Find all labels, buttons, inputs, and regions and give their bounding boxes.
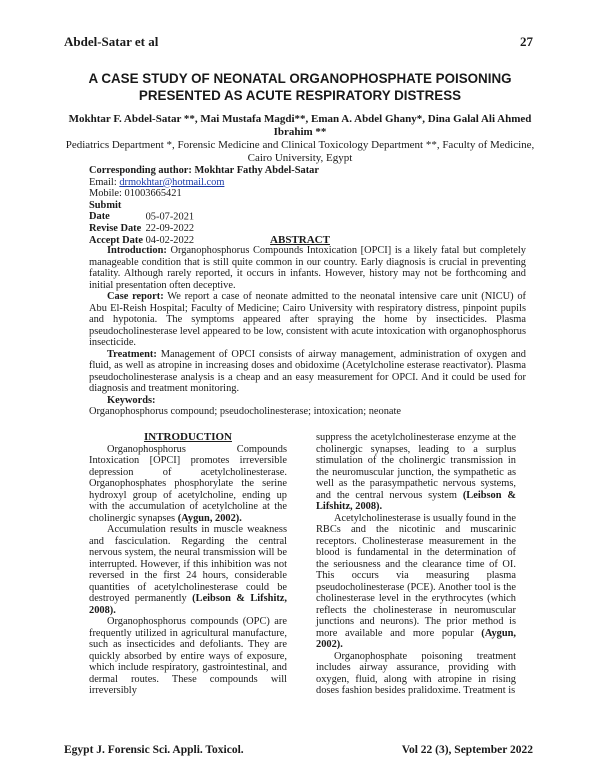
abstract-case-report — [89, 291, 526, 349]
keywords-label: Keywords: — [107, 394, 156, 406]
citation: (Leibson & Lifshitz, 2008). — [89, 593, 287, 616]
email-label: Email: — [89, 176, 120, 188]
paper-title: A CASE STUDY OF NEONATAL ORGANOPHOSPHATE POISONING PRESENTED AS ACUTE RESPIRATORY DISTRESS — [88, 71, 512, 103]
running-head: Abdel-Satar et al — [64, 34, 159, 49]
submit-date-row — [89, 200, 319, 223]
introduction-text: Organophosphorus Compounds Intoxication [OPCI] is a likely fatal but completely manageable condition that is still quite common in our country. Early diagnosis is crucial in preventing fatality. Although rarely reported, it occurs in infants. However, history may not be forthcoming and initial presentation often deceptive. — [89, 245, 526, 291]
journal-name: Egypt J. Forensic Sci. Appli. Toxicol. — [64, 744, 244, 756]
keywords-list: Organophosphorus compound; pseudocholinesterase; intoxication; neonate — [89, 406, 402, 417]
treatment-text: Management of OPCI consists of airway management, administration of oxygen and fluid, as well as atropine in increasing doses and obidoxime (Acetylcholine esterase reactivator). Plasma pseudocholinesterase analysis is a cheap and an easy measurement for OPCI. And it could be used for diagnosis and treatment monitoring. — [89, 348, 526, 394]
body-paragraph: Organophosphate poisoning treatment includes airway assurance, providing with oxygen, fluid, along with atropine in rising doses fashion besides pralidoxime. Treatment is — [316, 650, 516, 696]
volume-issue: Vol 22 (3), September 2022 — [401, 744, 533, 756]
body-paragraph: Organophosphorus Compounds Intoxication [OPCI] promotes irreversible depression of acetylcholinesterase. Organophosphates phosphorylate the serine hydroxyl group of acetylcholine, ending up with the accumulation of acetylcholine at the cholinergic synapses (Aygun, 2002). — [89, 443, 287, 524]
abstract-body — [89, 245, 526, 418]
corresponding-author: Corresponding author: Mokhtar Fathy Abdel-Satar — [89, 165, 319, 176]
submit-date-value: 05-07-2021 — [145, 211, 195, 223]
citation: (Aygun, 2002). — [316, 627, 516, 650]
body-paragraph: Organophosphorus compounds (OPC) are frequently utilized in agricultural manufacture, such as insecticides and defoliants. They are quickly absorbed by entire ways of exposure, which include respiratory, gastrointestinal, and dermal routes. These compounds will irreversibly — [89, 616, 287, 696]
treatment-label: Treatment: — [107, 348, 157, 360]
abstract-heading: ABSTRACT — [270, 234, 330, 246]
case-report-label: Case report: — [107, 291, 164, 302]
affiliations: Pediatrics Department *, Forensic Medicine and Clinical Toxicology Department **, Faculty of Medicine, Cairo University, Egypt — [65, 139, 535, 164]
case-report-text: We report a case of neonate admitted to the neonatal intensive care unit (NICU) of Abu El-Reish Hospital; Faculty of Medicine; Cairo University with respiratory distress, pinpoint pupils and hypotonia. The symptoms appeared after spraying the home by insecticides. Plasma pseudocholinesterase level appeared to be low, consistent with acute intoxication with organophosphorus insecticide. — [89, 291, 527, 348]
body-paragraph: Acetylcholinesterase is usually found in the RBCs and the nicotinic and muscarinic receptors. Cholinesterase measurement in the blood is fundamental in the determination of the seriousness and the clearance time of OI. This occurs via measuring plasma pseudocholinesterase (PCE). Another tool is the cholinesterase level in the erythrocytes (which reflects the cholinesterase in neuromuscular junctions and neurons). The prior method is more available and more popular (Aygun, 2002). — [316, 512, 516, 650]
accept-date-value: 04-02-2022 — [145, 234, 195, 246]
abstract-introduction — [89, 245, 526, 291]
email-line — [89, 177, 319, 189]
body-column-left — [89, 432, 287, 697]
mobile-line: Mobile: 01003665421 — [89, 188, 182, 200]
abstract-treatment — [89, 349, 526, 395]
body-paragraph: suppress the acetylcholinesterase enzyme at the cholinergic synapses, leading to a surplus stimulation of the cholinergic transmission in the neuromuscular junction, the sympathetic as well as the parasympathetic nervous systems, and the central nervous system (Leibson & Lifshitz, 2008). — [316, 432, 516, 512]
page-number: 27 — [520, 34, 533, 49]
introduction-heading: INTRODUCTION — [143, 431, 232, 443]
body-column-right — [316, 432, 516, 697]
revise-date-row — [89, 223, 319, 235]
citation: (Aygun, 2002). — [177, 512, 242, 524]
introduction-label: Introduction: — [107, 245, 167, 256]
citation: (Leibson & Lifshitz, 2008). — [316, 489, 516, 512]
author-list: Mokhtar F. Abdel-Satar **, Mai Mustafa Magdi**, Eman A. Abdel Ghany*, Dina Galal Ali Ahmed Ibrahim ** — [68, 113, 532, 138]
email-link[interactable]: drmokhtar@hotmail.com — [119, 176, 225, 188]
revise-date-label: Revise Date — [89, 222, 142, 234]
body-paragraph: Accumulation results in muscle weakness and fasciculation. Regarding the central nervous system, the neural transmission will be interrupted. However, if this inhibition was not reversed in the first 24 hours, considerable quantities of acetylcholinesterase could be destroyed permanently (Leibson & Lifshitz, 2008). — [89, 524, 287, 616]
submit-date-label: Submit Date — [89, 199, 122, 223]
accept-date-label: Accept Date — [89, 234, 143, 246]
revise-date-value: 22-09-2022 — [145, 222, 195, 234]
